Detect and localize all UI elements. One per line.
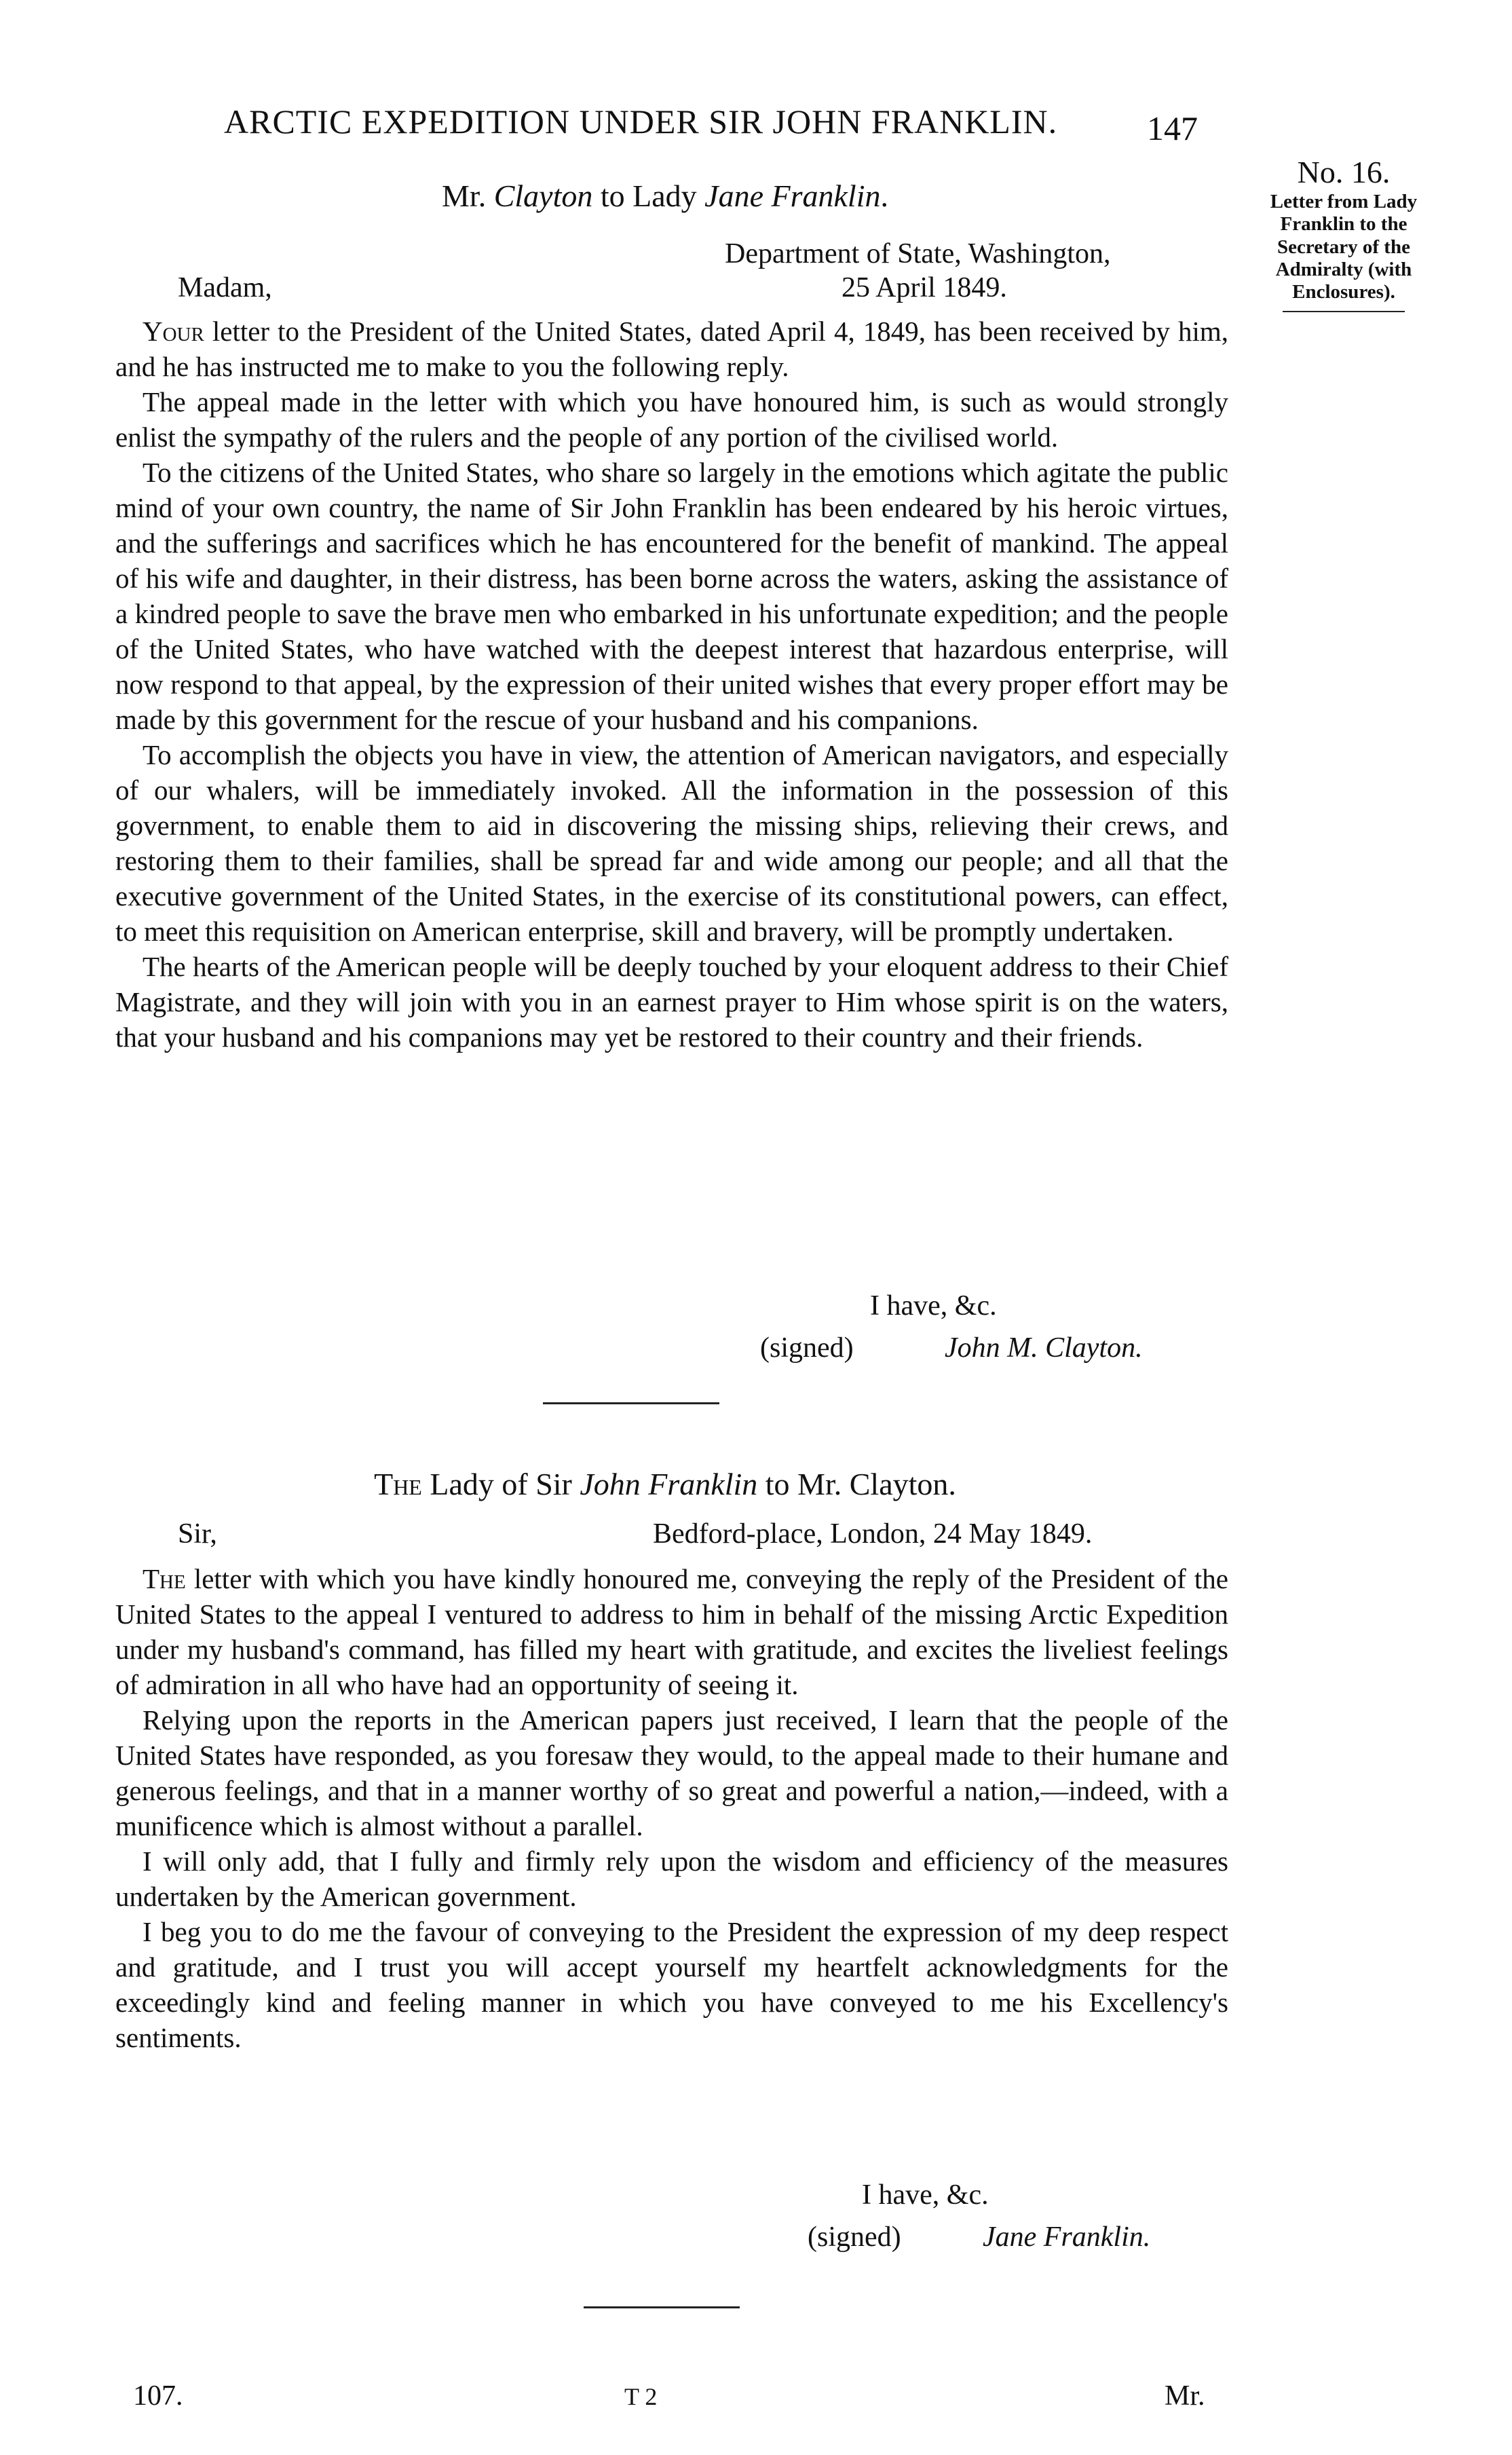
- footer-signature-mark: T 2: [624, 2383, 658, 2410]
- letter1-title-post: .: [880, 179, 888, 213]
- margin-note-text: Letter from Lady Franklin to the Secretary of the Admiralty (with Enclosures).: [1270, 190, 1418, 303]
- letter2-closing: I have, &c.: [862, 2179, 989, 2211]
- letter2-signature: Jane Franklin.: [983, 2222, 1151, 2253]
- letter2-title: [115, 1466, 1215, 1502]
- letter2-first-word: The: [143, 1563, 186, 1594]
- letter1-title-name2: Jane Franklin: [704, 179, 881, 213]
- letter1-paragraph: To accomplish the objects you have in view, the attention of American navigators, and especially of our whalers, will be immediately invoked. All the information in the possession of this government, to enable them to aid in discovering the missing ships, relieving their crews, and restoring them to their families, shall be spread far and wide among our people; and all that the executive government of the United States, in the exercise of its constitutional powers, can effect, to meet this requisition on American enterprise, skill and bravery, will be promptly undertaken.: [115, 739, 1228, 947]
- letter1-paragraph: To the citizens of the United States, who share so largely in the emotions which agitate the public mind of your own country, the name of Sir John Franklin has been endeared by his heroic virtues, and the sufferings and sacrifices which he has encountered for the benefit of mankind. The appeal of his wife and daughter, in their distress, has been borne across the waters, asking the assistance of a kindred people to save the brave men who embarked in his unfortunate expedition; and the people of the United States, who have watched with the deepest interest that hazardous enterprise, will now respond to that appeal, by the expression of their united wishes that every proper effort may be made by this government for the rescue of your husband and his companions.: [115, 457, 1228, 735]
- section-divider: [543, 1402, 719, 1404]
- letter2-signed: (signed): [808, 2222, 901, 2253]
- letter2-title-pre: Lady of Sir: [421, 1467, 580, 1501]
- section-divider-bottom: [584, 2306, 740, 2308]
- letter1-signed: (signed): [760, 1332, 854, 1364]
- letter1-title: [115, 178, 1215, 214]
- letter1-salutation: Madam,: [178, 272, 272, 303]
- letter1-title-pre: Mr.: [442, 179, 494, 213]
- letter1-paragraph: Your letter to the President of the United States, dated April 4, 1849, has been received by him, and he has instructed me to make to you the following reply.: [115, 316, 1228, 382]
- letter2-address: Bedford-place, London, 24 May 1849.: [653, 1518, 1093, 1550]
- letter2-paragraph: I beg you to do me the favour of conveying to the President the expression of my deep respect and gratitude, and I trust you will accept yourself my heartfelt acknowledgments for the exceedingly kind and feeling manner in which you have conveyed to me his Excellency's sentiments.: [115, 1916, 1228, 2053]
- margin-note: [1242, 155, 1445, 312]
- letter1-signature: John M. Clayton.: [945, 1332, 1143, 1364]
- letter1-first-word: Your: [143, 316, 204, 347]
- footer-left: 107.: [133, 2380, 183, 2412]
- letter2-paragraph: Relying upon the reports in the American papers just received, I learn that the people of the United States have responded, as you foresaw they would, to the appeal made to their humane and generous feelings, and that in a manner worthy of so great and powerful a nation,—indeed, with a munificence which is almost without a parallel.: [115, 1704, 1228, 1841]
- running-header: ARCTIC EXPEDITION UNDER SIR JOHN FRANKLIN.: [224, 102, 1058, 140]
- margin-note-number: No. 16.: [1297, 155, 1391, 189]
- letter2-paragraph: The letter with which you have kindly honoured me, conveying the reply of the President of the United States to the appeal I ventured to address to him in behalf of the missing Arctic Expedition under my husband's command, has filled my heart with gratitude, and excites the liveliest feelings of admiration in all who have had an opportunity of seeing it.: [115, 1563, 1228, 1700]
- letter2-title-pre-sc: The: [374, 1467, 422, 1501]
- letter2-title-name: John Franklin: [580, 1467, 758, 1501]
- margin-note-rule: [1283, 311, 1405, 312]
- letter1-address: Department of State, Washington,: [725, 238, 1111, 269]
- letter1-paragraph: The appeal made in the letter with which you have honoured him, is such as would strongly enlist the sympathy of the rulers and the people of any portion of the civilised world.: [115, 386, 1228, 453]
- letter1-body: [115, 314, 1228, 1055]
- letter1-date: 25 April 1849.: [842, 272, 1007, 303]
- letter2-body: [115, 1561, 1228, 2055]
- page-number: 147: [1147, 109, 1198, 147]
- letter1-closing: I have, &c.: [870, 1290, 997, 1322]
- letter1-paragraph: The hearts of the American people will be deeply touched by your eloquent address to their Chief Magistrate, and they will join with you in an earnest prayer to Him whose spirit is on the waters, that your husband and his companions may yet be restored to their country and their friends.: [115, 951, 1228, 1053]
- letter2-title-post: to Mr. Clayton.: [757, 1467, 956, 1501]
- footer-catchword: Mr.: [1165, 2380, 1205, 2412]
- letter1-title-name1: Clayton: [493, 179, 593, 213]
- letter2-paragraph: I will only add, that I fully and firmly rely upon the wisdom and efficiency of the measures undertaken by the American government.: [115, 1845, 1228, 1912]
- letter1-title-mid: to Lady: [592, 179, 705, 213]
- letter2-salutation: Sir,: [178, 1518, 217, 1550]
